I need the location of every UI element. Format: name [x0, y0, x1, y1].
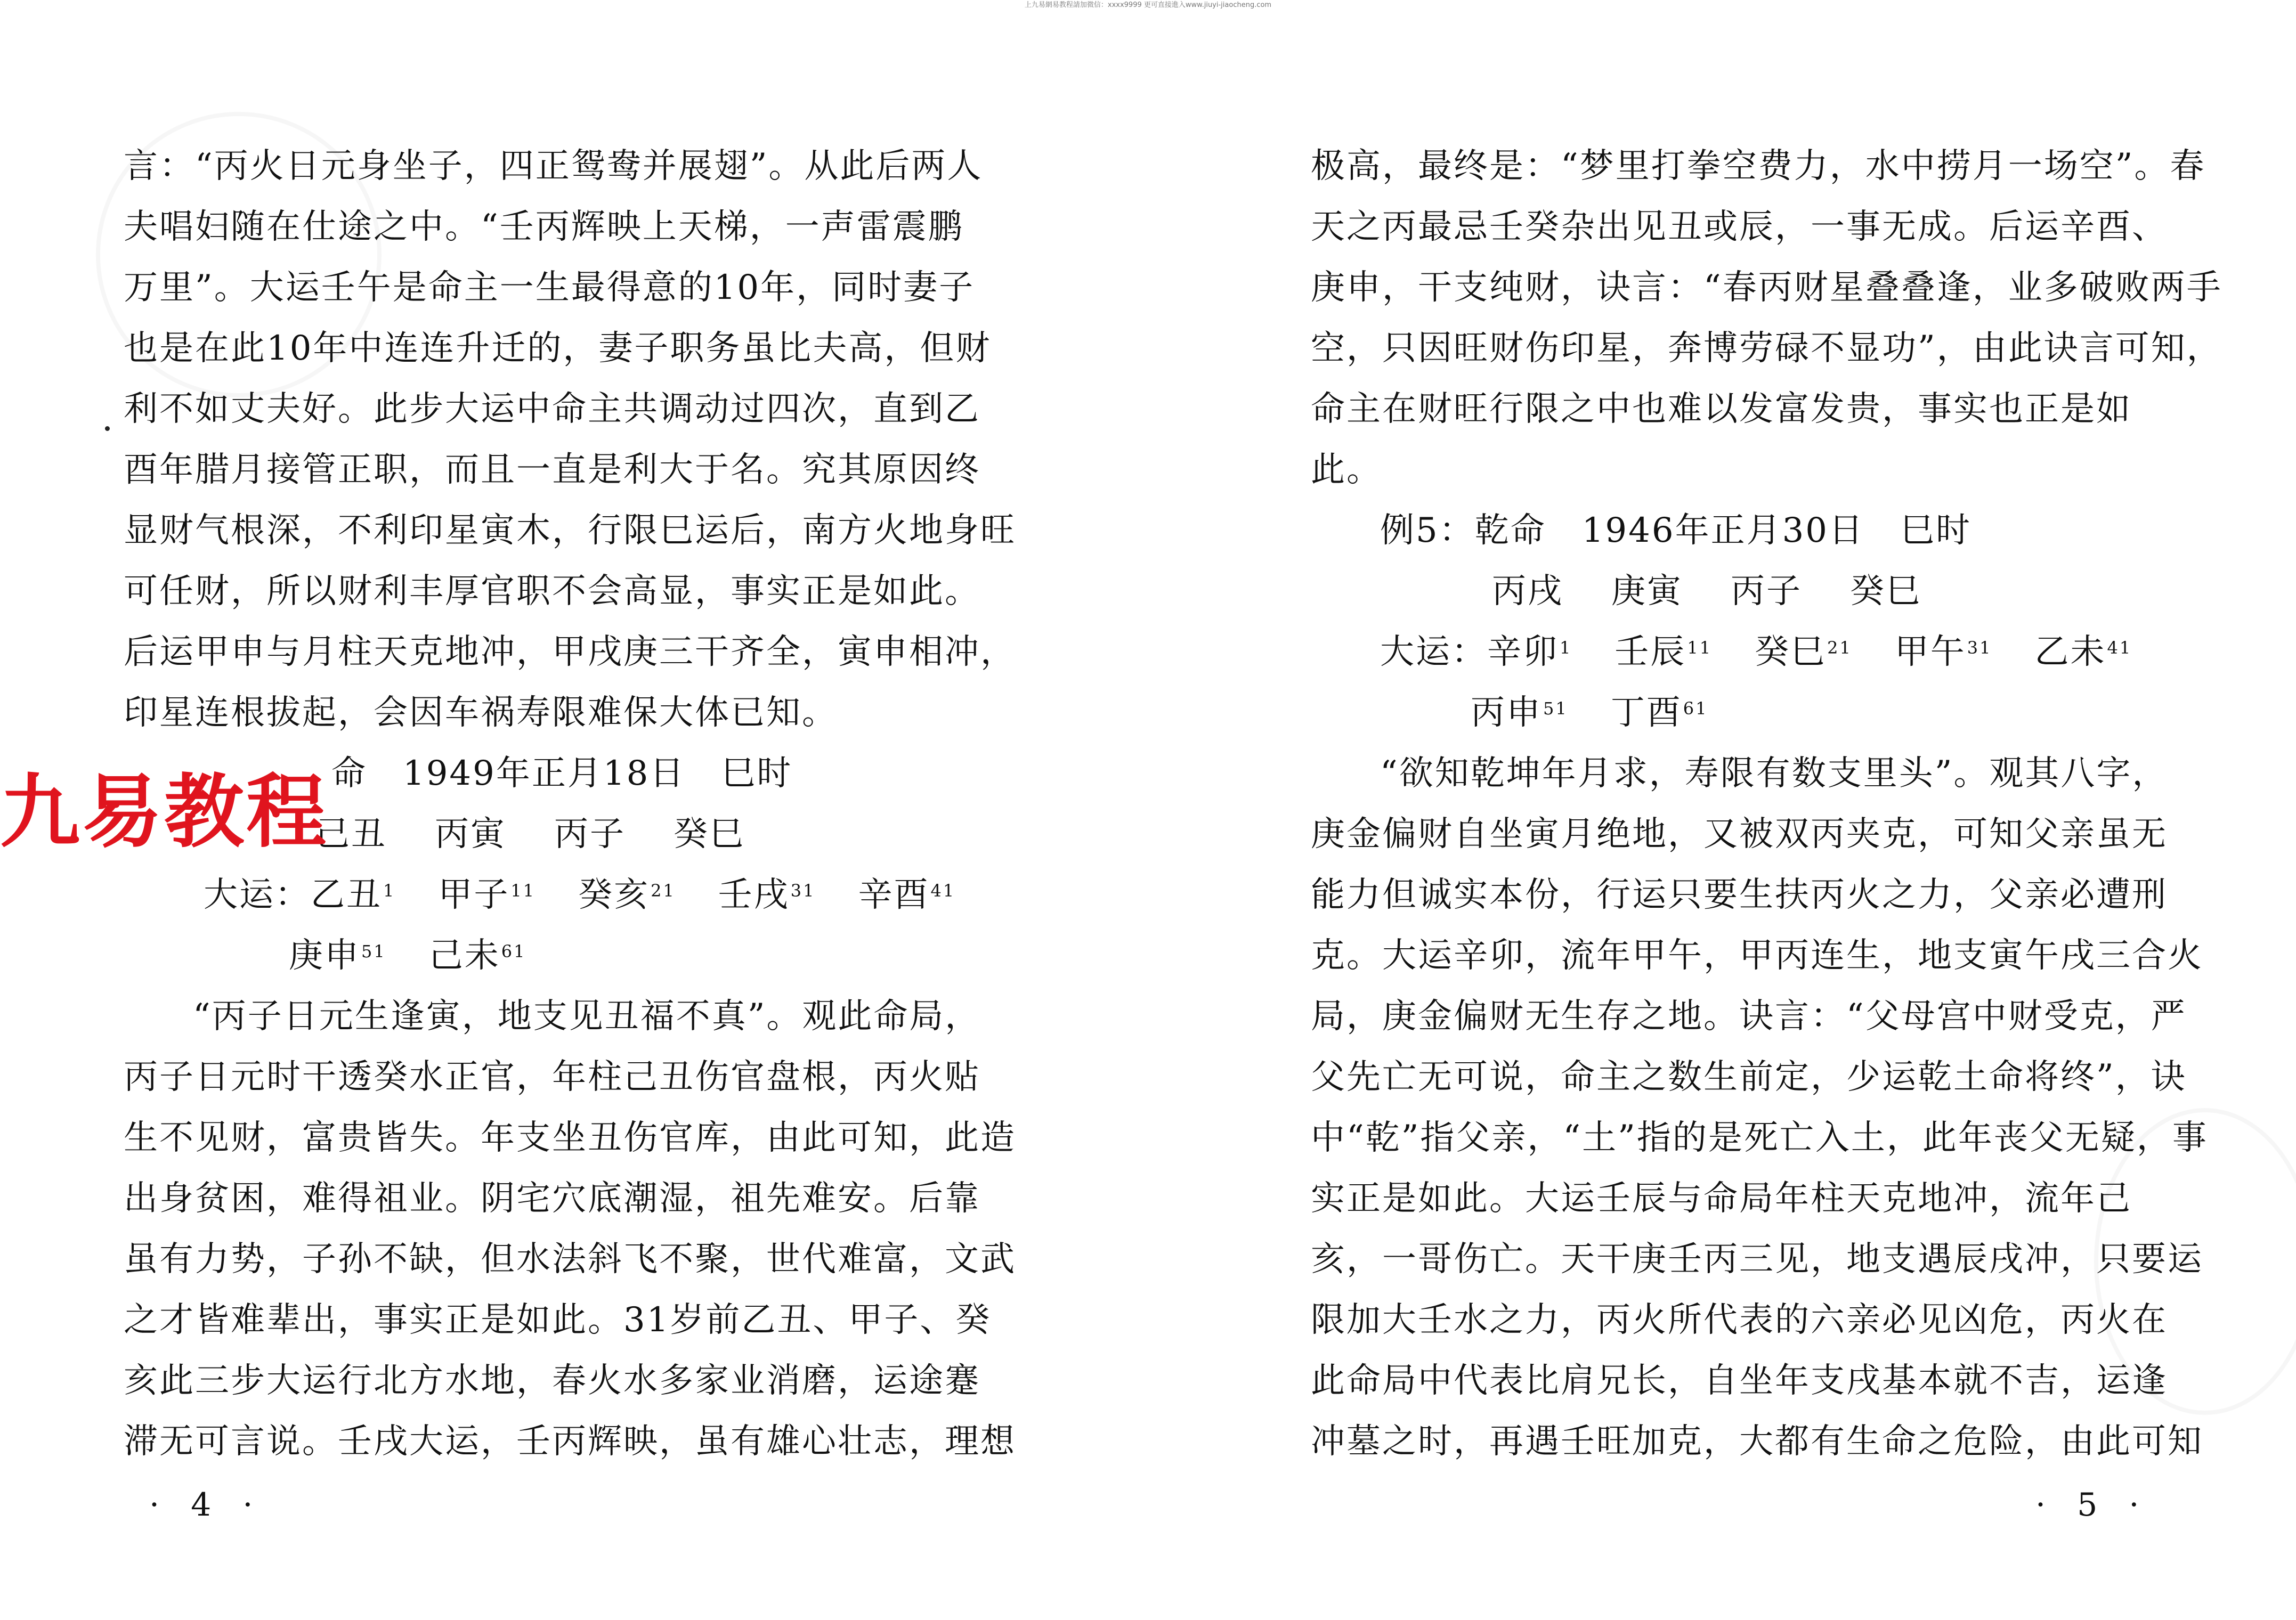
text-line: 庚金偏财自坐寅月绝地，又被双丙夹克，可知父亲虽无: [1311, 815, 2168, 854]
pillar: 己丑: [315, 815, 387, 854]
luck-pillar-name: 辛酉: [858, 875, 930, 915]
left-example-header-text: 命 1949年正月18日 巳时: [331, 754, 793, 793]
pillar: 庚寅: [1611, 572, 1683, 611]
right-example-header: [1311, 500, 2163, 561]
pillar: 丙寅: [435, 815, 506, 854]
text-line: 滞无可言说。壬戌大运，壬丙辉映，虽有雄心壮志，理想: [124, 1422, 1016, 1461]
text-line: 生不见财，富贵皆失。年支坐丑伤官库，由此可知，此造: [124, 1118, 1016, 1158]
pillar: 丙戌: [1492, 572, 1563, 611]
luck-pillar-name: 丁酉: [1610, 693, 1682, 732]
text-line: 可任财，所以财利丰厚官职不会高显，事实正是如此。: [124, 572, 980, 611]
left-luck-label: 大运：: [204, 875, 311, 915]
text-line: 此命局中代表比肩兄长，自坐年支戌基本就不吉，运逢: [1311, 1361, 2168, 1401]
luck-pillar-age: 41: [930, 881, 956, 901]
text-line: 极高，最终是：“梦里打拳空费力，水中捞月一场空”。春: [1311, 146, 2206, 186]
right-luck-row-1: [1311, 622, 2163, 682]
luck-pillar: [311, 865, 395, 925]
luck-pillar: [858, 865, 956, 925]
luck-pillar: [2035, 622, 2132, 682]
luck-pillar-name: 癸巳: [1755, 632, 1827, 672]
luck-pillar: [1895, 622, 1992, 682]
luck-pillar-name: 辛卯: [1487, 632, 1559, 672]
luck-pillar-age: 21: [651, 881, 676, 901]
right-luck-row-2: [1311, 682, 2163, 743]
luck-pillar-age: 61: [1683, 698, 1708, 719]
luck-pillar: [438, 865, 536, 925]
luck-pillar-name: 癸亥: [578, 875, 650, 915]
luck-pillar-age: 11: [510, 881, 536, 901]
right-paragraph-2: [1311, 743, 2208, 1472]
luck-pillar-age: 11: [1687, 638, 1713, 658]
luck-pillar-age: 31: [1967, 638, 1992, 658]
luck-pillar: [718, 865, 816, 925]
pillar: 癸巳: [1850, 572, 1921, 611]
text-line: “欲知乾坤年月求，寿限有数支里头”。观其八字，: [1380, 754, 2168, 793]
luck-pillar-name: 乙丑: [311, 875, 382, 915]
text-line: 后运甲申与月柱天克地冲，甲戌庚三干齐全，寅申相冲，: [124, 632, 1016, 672]
text-line: 夫唱妇随在仕途之中。“壬丙辉映上天梯，一声雷震鹏: [124, 207, 964, 247]
text-line: 冲墓之时，再遇壬旺加克，大都有生命之危险，由此可知: [1311, 1422, 2203, 1461]
text-line: 克。大运辛卯，流年甲午，甲丙连生，地支寅午戌三合火: [1311, 936, 2203, 975]
text-line: 庚申，干支纯财，诀言：“春丙财星叠叠逢，业多破败两手: [1311, 268, 2222, 307]
page-number-right: · 5 ·: [2035, 1486, 2150, 1524]
right-page: [1311, 136, 2222, 1472]
luck-pillar: [1614, 622, 1712, 682]
luck-pillar-age: 61: [501, 941, 526, 962]
luck-pillar-name: 壬戌: [718, 875, 790, 915]
text-line: 此。: [1311, 450, 1382, 490]
luck-pillar-name: 己未: [428, 936, 500, 975]
luck-pillar-name: 庚申: [289, 936, 360, 975]
text-line: 亥此三步大运行北方水地，春火水多家业消磨，运途蹇: [124, 1361, 980, 1401]
watermark-logo: 九易教程: [0, 766, 329, 859]
text-line: 命主在财旺行限之中也难以发富发贵，事实也正是如: [1311, 389, 2132, 429]
text-line: 局，庚金偏财无生存之地。诀言：“父母宫中财受克，严: [1311, 997, 2187, 1036]
pillar: 丙子: [554, 815, 626, 854]
text-line: 虽有力势，子孙不缺，但水法斜飞不聚，世代难富，文武: [124, 1240, 1016, 1279]
right-luck-label: 大运：: [1380, 632, 1487, 672]
luck-pillar: [429, 925, 526, 986]
right-paragraph-1: [1311, 136, 2222, 500]
luck-pillar-age: 1: [1560, 638, 1572, 658]
luck-pillar-age: 1: [383, 881, 396, 901]
left-luck-row-1: [124, 865, 1003, 925]
luck-pillar-age: 21: [1827, 638, 1852, 658]
text-line: 印星连根拔起，会因车祸寿限难保大体已知。: [124, 693, 838, 732]
text-line: 也是在此10年中连连升迁的，妻子职务虽比夫高，但财: [124, 329, 992, 368]
text-line: 万里”。大运壬午是命主一生最得意的10年，同时妻子: [124, 268, 975, 307]
pillar: 丙子: [1731, 572, 1802, 611]
pillar: 癸巳: [674, 815, 745, 854]
luck-pillar-age: 41: [2107, 638, 2132, 658]
text-line: 酉年腊月接管正职，而且一直是利大于名。究其原因终: [124, 450, 980, 490]
left-paragraph-1: [124, 136, 1016, 743]
luck-pillar-age: 51: [361, 941, 386, 962]
luck-pillar-name: 甲子: [438, 875, 510, 915]
luck-pillar-age: 31: [790, 881, 816, 901]
luck-pillar-name: 壬辰: [1614, 632, 1686, 672]
luck-pillar: [1471, 682, 1568, 743]
luck-pillar: [578, 865, 676, 925]
luck-pillar-name: 乙未: [2034, 632, 2106, 672]
luck-pillar-name: 丙申: [1471, 693, 1542, 732]
right-pillars: [1311, 561, 2163, 622]
luck-pillar: [289, 925, 386, 986]
text-line: “丙子日元生逢寅，地支见丑福不真”。观此命局，: [193, 997, 981, 1036]
stray-dot: [105, 426, 110, 431]
top-banner: 上九易網易教程請加微信：xxxx9999 更可直接進入www.jiuyi-jiaocheng.com: [1024, 1, 1272, 9]
text-line: 限加大壬水之力，丙火所代表的六亲必见凶危，丙火在: [1311, 1300, 2168, 1340]
left-luck-row-2: [124, 925, 1003, 986]
text-line: 中“乾”指父亲，“土”指的是死亡入土，此年丧父无疑，事: [1311, 1118, 2208, 1158]
text-line: 实正是如此。大运壬辰与命局年柱天克地冲，流年己: [1311, 1179, 2132, 1218]
text-line: 亥，一哥伤亡。天干庚壬丙三见，地支遇辰戌冲，只要运: [1311, 1240, 2203, 1279]
text-line: 天之丙最忌壬癸杂出见丑或辰，一事无成。后运辛酉、: [1311, 207, 2168, 247]
left-paragraph-2: [124, 986, 1016, 1472]
text-line: 利不如丈夫好。此步大运中命主共调动过四次，直到乙: [124, 389, 980, 429]
text-line: 父先亡无可说，命主之数生前定，少运乾土命将终”，诀: [1311, 1057, 2187, 1097]
luck-pillar: [1755, 622, 1852, 682]
text-line: 言：“丙火日元身坐子，四正鸳鸯并展翅”。从此后两人: [124, 146, 983, 186]
right-example-header-text: 例5：乾命 1946年正月30日 巳时: [1380, 511, 1972, 550]
luck-pillar-age: 51: [1543, 698, 1568, 719]
luck-pillar: [1611, 682, 1708, 743]
text-line: 能力但诚实本份，行运只要生扶丙火之力，父亲必遭刑: [1311, 875, 2168, 915]
text-line: 丙子日元时干透癸水正官，年柱己丑伤官盘根，丙火贴: [124, 1057, 980, 1097]
luck-pillar-name: 甲午: [1894, 632, 1966, 672]
page-number-left: · 4 ·: [149, 1486, 264, 1524]
text-line: 出身贫困，难得祖业。阴宅穴底潮湿，祖先难安。后靠: [124, 1179, 980, 1218]
luck-pillar: [1487, 622, 1572, 682]
text-line: 显财气根深，不利印星寅木，行限巳运后，南方火地身旺: [124, 511, 1016, 550]
text-line: 空，只因旺财伤印星，奔博劳碌不显功”，由此诀言可知，: [1311, 329, 2222, 368]
text-line: 之才皆难辈出，事实正是如此。31岁前乙丑、甲子、癸: [124, 1300, 992, 1340]
